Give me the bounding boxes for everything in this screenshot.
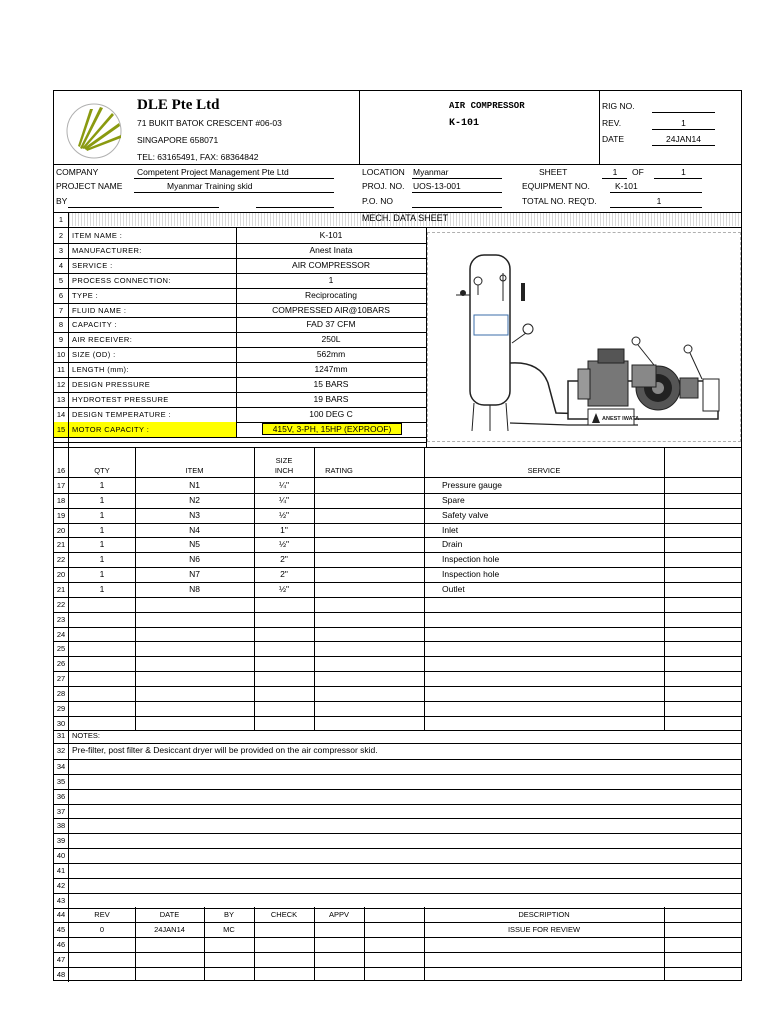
nozzle-size: ½" <box>278 509 290 520</box>
rev-date: 24JAN14 <box>154 924 185 934</box>
row-number: 24 <box>56 629 66 639</box>
row-number: 36 <box>56 791 66 801</box>
row-number: 10 <box>56 350 66 360</box>
nozzle-item: N3 <box>189 509 200 520</box>
col-header-service: SERVICE <box>527 466 561 475</box>
spec-label: LENGTH (mm): <box>72 365 129 375</box>
nozzle-item: N1 <box>189 480 200 490</box>
row-number: 18 <box>56 495 66 505</box>
row-number: 37 <box>56 806 66 816</box>
spec-value: Anest Inata <box>309 244 353 255</box>
underline <box>256 207 334 208</box>
rev-header-date: DATE <box>159 910 180 919</box>
doc-tag: K-101 <box>449 118 480 129</box>
divider <box>54 362 426 363</box>
nozzle-service: Inlet <box>442 524 459 535</box>
company-name: DLE Pte Ltd <box>137 97 220 113</box>
row-number: 22 <box>56 599 66 609</box>
nozzle-size: 1" <box>280 524 288 535</box>
company-address-line-1: 71 BUKIT BATOK CRESCENT #06-03 <box>137 118 282 128</box>
divider <box>54 317 426 318</box>
divider <box>204 907 205 980</box>
divider <box>54 582 741 583</box>
divider <box>54 243 426 244</box>
nozzle-size: ½" <box>278 583 290 594</box>
col-header-size-unit: INCH <box>274 466 294 475</box>
underline <box>654 178 702 179</box>
by-label: BY <box>56 196 68 206</box>
rev-by: MC <box>223 924 235 934</box>
spec-label: SERVICE : <box>72 260 113 270</box>
spec-value: COMPRESSED AIR@10BARS <box>272 304 390 315</box>
divider <box>664 447 665 730</box>
row-number: 48 <box>56 969 66 979</box>
row-number: 30 <box>56 718 66 728</box>
row-number: 22 <box>56 555 66 565</box>
divider <box>54 523 741 524</box>
spec-label: PROCESS CONNECTION: <box>72 275 171 285</box>
nozzle-item: N7 <box>189 569 200 580</box>
location-label: LOCATION <box>362 167 405 177</box>
proj-no-label: PROJ. NO. <box>362 181 405 191</box>
row-number: 16 <box>56 466 66 475</box>
row-number: 23 <box>56 614 66 624</box>
underline <box>134 178 334 179</box>
spec-value: 19 BARS <box>313 393 349 404</box>
row-number: 20 <box>56 570 66 580</box>
rev-desc: ISSUE FOR REVIEW <box>507 924 581 934</box>
underline <box>412 192 502 193</box>
spec-label: TYPE : <box>72 290 99 300</box>
spec-label: ITEM NAME : <box>72 231 123 240</box>
row-number: 6 <box>58 290 64 300</box>
divider <box>54 164 741 165</box>
total-label: TOTAL NO. REQ'D. <box>522 196 597 206</box>
row-number: 17 <box>56 481 66 490</box>
company-address-line-2: SINGAPORE 658071 <box>137 135 219 145</box>
spec-value: 100 DEG C <box>309 408 353 419</box>
spec-value: 415V, 3-PH, 15HP (EXPROOF) <box>262 423 402 435</box>
nozzle-size: ¼" <box>278 480 290 490</box>
divider <box>54 656 741 657</box>
company-contact: TEL: 63165491, FAX: 68364842 <box>137 152 259 162</box>
nozzle-size: 2" <box>280 554 288 565</box>
row-number: 28 <box>56 688 66 698</box>
divider <box>54 730 741 731</box>
divider <box>54 567 741 568</box>
col-header-qty: QTY <box>94 466 110 475</box>
rev-header-rev: REV <box>94 910 110 919</box>
divider <box>54 893 741 894</box>
section-title: MECH. DATA SHEET <box>361 213 449 223</box>
company-value: Competent Project Management Pte Ltd <box>137 167 289 177</box>
row-number: 46 <box>56 939 66 949</box>
spec-value: FAD 37 CFM <box>306 319 356 330</box>
spec-value: Reciprocating <box>305 289 357 300</box>
underline <box>412 178 502 179</box>
notes-label: NOTES: <box>72 731 100 740</box>
nozzle-qty: 1 <box>99 583 105 594</box>
spec-value: 250L <box>321 334 341 345</box>
compressor-illustration-icon <box>428 233 740 441</box>
divider <box>254 447 255 730</box>
spec-label: CAPACITY : <box>72 320 117 330</box>
row-number: 9 <box>58 335 64 345</box>
divider <box>54 759 741 760</box>
divider <box>135 447 136 730</box>
underline <box>652 145 715 146</box>
row-number: 35 <box>56 776 66 786</box>
divider <box>236 228 237 437</box>
divider <box>599 91 600 164</box>
nozzle-size: ½" <box>278 539 290 550</box>
nozzle-size: ¼" <box>278 494 290 505</box>
col-header-size: SIZE <box>275 456 293 465</box>
project-value: Myanmar Training skid <box>167 181 253 191</box>
nozzle-item: N6 <box>189 554 200 565</box>
spec-label: MANUFACTURER: <box>72 245 142 255</box>
nozzle-qty: 1 <box>99 554 105 565</box>
underline <box>602 178 627 179</box>
divider <box>54 347 426 348</box>
row-number: 21 <box>56 584 66 594</box>
nozzle-qty: 1 <box>99 539 105 550</box>
equipment-value: K-101 <box>615 181 638 191</box>
row-number: 2 <box>58 231 64 240</box>
row-number: 5 <box>58 275 64 285</box>
row-number: 38 <box>56 821 66 831</box>
row-number: 44 <box>56 910 66 919</box>
row-number: 34 <box>56 762 66 771</box>
rev-rev: 0 <box>99 924 105 934</box>
nozzle-item: N8 <box>189 583 200 594</box>
spec-value: AIR COMPRESSOR <box>292 259 370 270</box>
row-number: 8 <box>58 320 64 330</box>
divider <box>54 701 741 702</box>
divider <box>54 774 741 775</box>
row-number: 11 <box>57 365 65 375</box>
divider <box>54 437 426 438</box>
divider <box>54 332 426 333</box>
divider <box>54 392 426 393</box>
divider <box>54 804 741 805</box>
row-number: 41 <box>56 865 66 875</box>
rev-header-check: CHECK <box>270 910 298 919</box>
divider <box>54 508 741 509</box>
divider <box>54 303 426 304</box>
underline <box>68 207 219 208</box>
rev-header-appv: APPV <box>328 910 349 919</box>
nozzle-qty: 1 <box>99 494 105 505</box>
location-value: Myanmar <box>413 167 449 177</box>
row-number: 3 <box>58 245 64 255</box>
divider <box>314 447 315 730</box>
row-number: 13 <box>56 394 66 404</box>
nozzle-service: Pressure gauge <box>442 480 503 490</box>
divider <box>54 627 741 628</box>
row-number: 7 <box>58 305 64 315</box>
divider <box>54 552 741 553</box>
sheet-value: 1 <box>612 167 618 177</box>
spec-label: DESIGN PRESSURE <box>72 380 151 389</box>
divider <box>664 907 665 980</box>
divider <box>54 227 741 228</box>
project-label: PROJECT NAME <box>56 181 123 191</box>
row-number: 15 <box>56 424 66 434</box>
spec-label: FLUID NAME : <box>72 305 127 315</box>
row-number: 4 <box>58 260 64 270</box>
row-number: 39 <box>56 836 66 846</box>
divider <box>54 878 741 879</box>
of-label: OF <box>632 167 644 177</box>
divider <box>54 377 426 378</box>
row-number: 42 <box>56 880 66 890</box>
divider <box>424 447 425 730</box>
nozzle-item: N2 <box>189 494 200 505</box>
underline <box>610 207 702 208</box>
divider <box>135 907 136 980</box>
spec-value: 1247mm <box>314 364 348 375</box>
date-value: 24JAN14 <box>666 134 701 144</box>
spec-label: SIZE (OD) : <box>72 350 116 360</box>
underline <box>610 192 702 193</box>
nozzle-item: N5 <box>189 539 200 550</box>
row-number: 14 <box>56 409 66 419</box>
divider <box>54 442 426 443</box>
divider <box>54 743 741 744</box>
row-number: 25 <box>56 644 66 654</box>
divider <box>54 612 741 613</box>
divider <box>364 907 365 980</box>
date-label: DATE <box>602 134 625 144</box>
row-number: 21 <box>56 540 66 550</box>
col-header-rating: RATING <box>325 466 353 475</box>
company-label: COMPANY <box>56 167 99 177</box>
divider <box>54 686 741 687</box>
nozzle-qty: 1 <box>99 509 105 520</box>
divider <box>54 493 741 494</box>
drawing-brand-label: ANEST IWATA <box>602 416 640 422</box>
spec-label: MOTOR CAPACITY : <box>72 424 150 434</box>
spec-value: 15 BARS <box>313 379 349 389</box>
note-text: Pre-filter, post filter & Desiccant dryer will be provided on the air compressor skid. <box>72 745 378 755</box>
divider <box>54 288 426 289</box>
divider <box>54 641 741 642</box>
spec-value: 1 <box>328 274 334 285</box>
nozzle-service: Inspection hole <box>442 569 500 580</box>
divider <box>359 91 360 164</box>
doc-title: AIR COMPRESSOR <box>449 101 525 111</box>
divider <box>54 833 741 834</box>
divider <box>54 937 741 938</box>
row-number: 47 <box>56 954 66 964</box>
divider <box>54 848 741 849</box>
row-number: 29 <box>56 703 66 713</box>
spec-value: K-101 <box>319 230 343 240</box>
divider <box>54 967 741 968</box>
row-number: 20 <box>56 525 66 535</box>
spec-label: DESIGN TEMPERATURE : <box>72 409 171 419</box>
company-logo <box>62 99 126 159</box>
nozzle-service: Drain <box>442 539 463 550</box>
divider <box>314 907 315 980</box>
rig-no-label: RIG NO. <box>602 101 635 111</box>
nozzle-qty: 1 <box>99 480 105 490</box>
divider <box>54 447 741 448</box>
spec-label: HYDROTEST PRESSURE <box>72 394 169 404</box>
row-number: 12 <box>56 380 66 389</box>
rev-label: REV. <box>602 118 622 128</box>
rev-value: 1 <box>681 118 686 128</box>
divider <box>54 407 426 408</box>
underline <box>412 207 502 208</box>
divider <box>54 863 741 864</box>
row-number: 27 <box>56 674 66 684</box>
nozzle-qty: 1 <box>99 524 105 535</box>
total-value: 1 <box>656 196 662 206</box>
divider <box>54 537 741 538</box>
of-value: 1 <box>681 167 686 177</box>
divider <box>54 922 741 923</box>
spec-value: 562mm <box>316 349 346 360</box>
underline <box>652 112 715 113</box>
divider <box>54 597 741 598</box>
divider <box>54 273 426 274</box>
divider <box>54 952 741 953</box>
nozzle-qty: 1 <box>99 569 105 580</box>
nozzle-service: Outlet <box>442 583 465 594</box>
row-number: 31 <box>56 731 66 740</box>
nozzle-service: Spare <box>442 494 465 505</box>
row-number: 26 <box>56 659 66 669</box>
row-number: 19 <box>56 510 66 520</box>
divider <box>54 716 741 717</box>
divider <box>54 818 741 819</box>
divider <box>54 477 741 478</box>
divider <box>54 789 741 790</box>
sheet-label: SHEET <box>539 167 568 177</box>
row-number: 32 <box>56 746 66 755</box>
data-sheet <box>53 90 742 981</box>
nozzle-service: Inspection hole <box>442 554 500 565</box>
equipment-label: EQUIPMENT NO. <box>522 181 590 191</box>
nozzle-service: Safety valve <box>442 509 489 520</box>
rev-header-by: BY <box>223 910 234 919</box>
row-number: 40 <box>56 851 66 861</box>
nozzle-item: N4 <box>189 524 200 535</box>
divider <box>254 907 255 980</box>
row-number: 45 <box>56 924 66 934</box>
compressor-drawing <box>427 232 741 442</box>
row-number: 43 <box>56 895 66 905</box>
spec-label: AIR RECEIVER: <box>72 335 133 345</box>
divider <box>54 258 426 259</box>
nozzle-size: 2" <box>280 569 288 580</box>
rev-header-desc: DESCRIPTION <box>518 910 570 919</box>
underline <box>652 129 715 130</box>
po-label: P.O. NO <box>362 196 394 206</box>
proj-no-value: UOS-13-001 <box>413 181 461 191</box>
underline <box>134 192 334 193</box>
divider <box>424 907 425 980</box>
row-number: 1 <box>58 215 64 224</box>
divider <box>68 212 69 982</box>
col-header-item: ITEM <box>185 466 204 475</box>
divider <box>54 671 741 672</box>
divider <box>54 908 741 909</box>
